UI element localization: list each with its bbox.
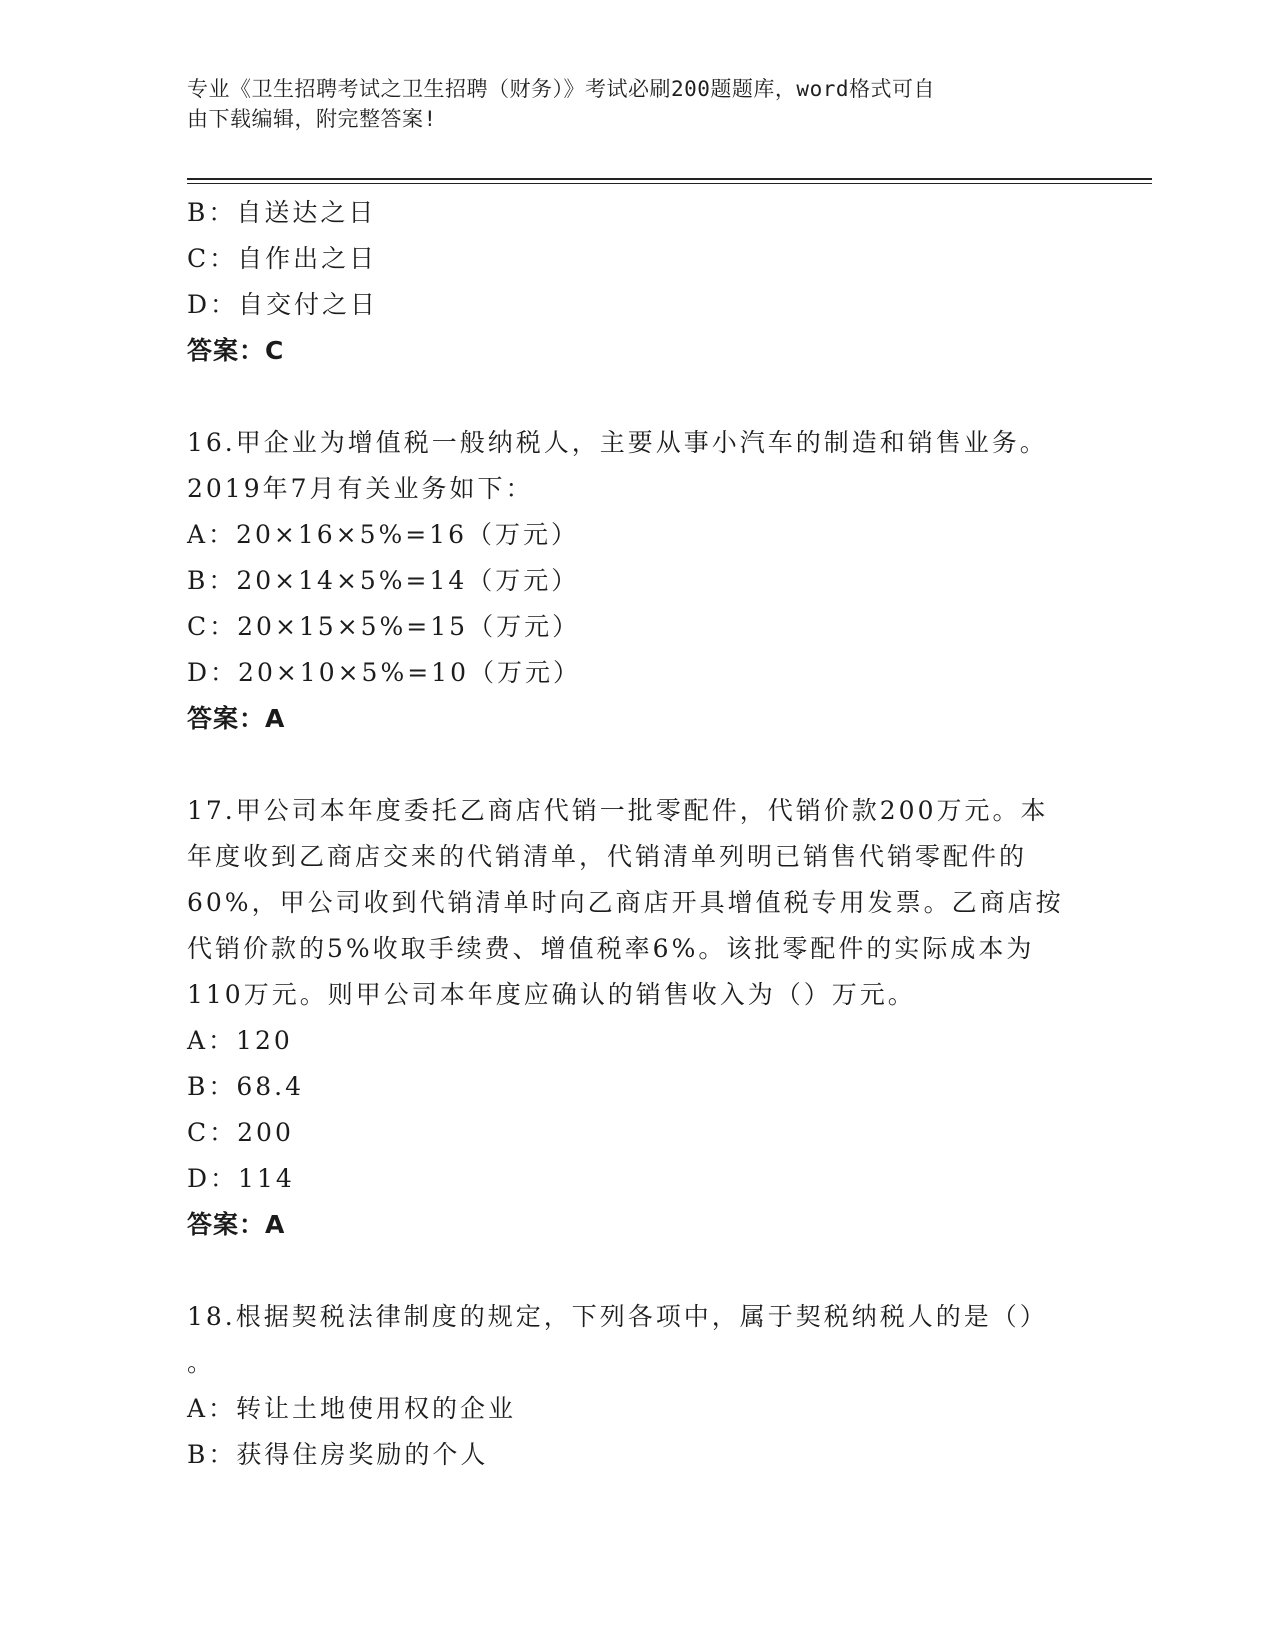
option-b: B：20×14×5%=14（万元） bbox=[187, 566, 580, 595]
document-header bbox=[187, 74, 1067, 134]
question-stem: 2019年7月有关业务如下： bbox=[187, 474, 534, 503]
option-d: D：自交付之日 bbox=[187, 290, 379, 319]
question-15 bbox=[187, 190, 1087, 374]
spacer bbox=[187, 1248, 1087, 1294]
option-d: D：114 bbox=[187, 1164, 295, 1193]
option-c: C：自作出之日 bbox=[187, 244, 378, 273]
header-rule-thin bbox=[187, 183, 1152, 184]
option-a: A：20×16×5%=16（万元） bbox=[187, 520, 579, 549]
question-stem: 17.甲公司本年度委托乙商店代销一批零配件，代销价款200万元。本 bbox=[187, 796, 1049, 825]
question-17 bbox=[187, 788, 1087, 1248]
option-c: C：200 bbox=[187, 1118, 294, 1147]
question-stem: 110万元。则甲公司本年度应确认的销售收入为（）万元。 bbox=[187, 980, 916, 1009]
answer-line: 答案：C bbox=[187, 336, 285, 365]
question-stem: 年度收到乙商店交来的代销清单，代销清单列明已销售代销零配件的 bbox=[187, 842, 1028, 871]
answer-line: 答案：A bbox=[187, 704, 286, 733]
spacer bbox=[187, 374, 1087, 420]
option-a: A：转让土地使用权的企业 bbox=[187, 1394, 517, 1423]
option-a: A：120 bbox=[187, 1026, 293, 1055]
question-stem: 代销价款的5%收取手续费、增值税率6%。该批零配件的实际成本为 bbox=[187, 934, 1035, 963]
option-b: B：68.4 bbox=[187, 1072, 305, 1101]
question-stem: 60%，甲公司收到代销清单时向乙商店开具增值税专用发票。乙商店按 bbox=[187, 888, 1064, 917]
answer-line: 答案：A bbox=[187, 1210, 286, 1239]
option-b: B：获得住房奖励的个人 bbox=[187, 1440, 489, 1469]
header-rule-thick bbox=[187, 178, 1152, 180]
question-16 bbox=[187, 420, 1087, 742]
question-list bbox=[187, 190, 1087, 1478]
spacer bbox=[187, 742, 1087, 788]
header-line: 由下载编辑，附完整答案! bbox=[187, 107, 437, 131]
question-stem: 16.甲企业为增值税一般纳税人，主要从事小汽车的制造和销售业务。 bbox=[187, 428, 1048, 457]
question-18 bbox=[187, 1294, 1087, 1478]
option-d: D：20×10×5%=10（万元） bbox=[187, 658, 581, 687]
question-stem: 。 bbox=[187, 1348, 216, 1377]
option-c: C：20×15×5%=15（万元） bbox=[187, 612, 581, 641]
header-line: 专业《卫生招聘考试之卫生招聘（财务）》考试必刷200题题库，word格式可自 bbox=[187, 77, 935, 101]
question-stem: 18.根据契税法律制度的规定，下列各项中，属于契税纳税人的是（） bbox=[187, 1302, 1048, 1331]
option-b: B：自送达之日 bbox=[187, 198, 377, 227]
